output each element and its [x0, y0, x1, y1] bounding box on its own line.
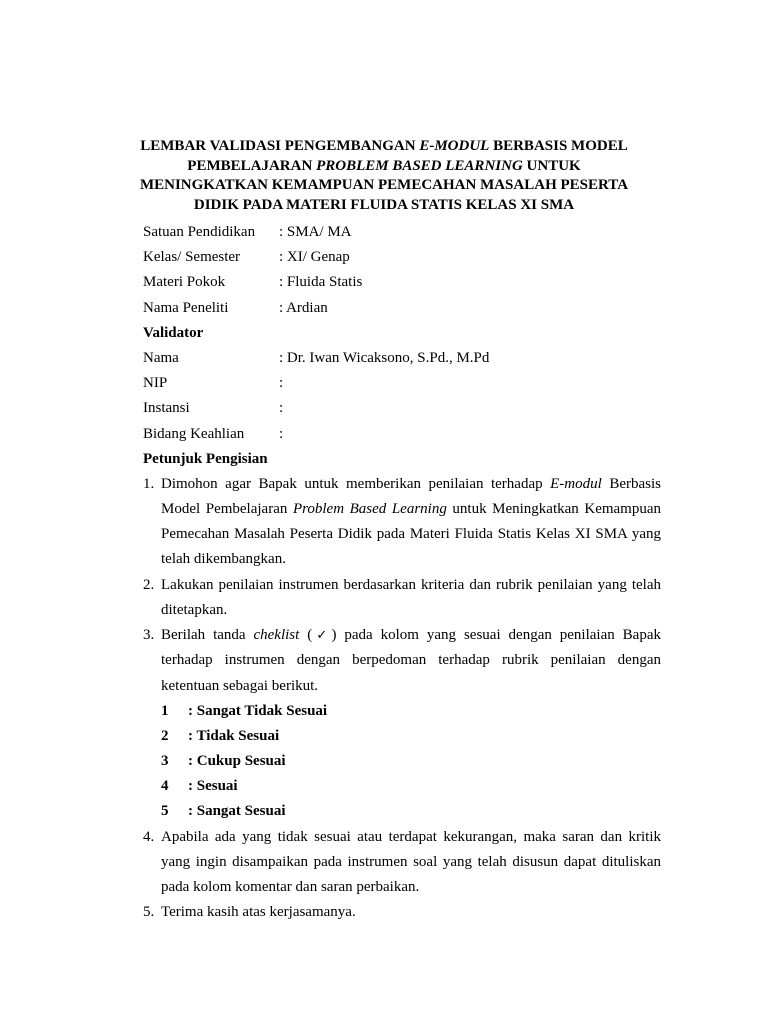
identity-row: [143, 270, 661, 295]
scale-number: 3: [161, 753, 169, 770]
identity-row: [143, 296, 661, 321]
identity-row: [143, 245, 661, 270]
field-value: : XI/ Genap: [279, 249, 350, 266]
instruction-item: 1. Dimohon agar Bapak untuk memberikan penilaian terhadap E-modul Berbasis Model Pembelajaran Problem Based Learning untuk Meningkatkan Kemampuan Pemecahan Masalah Peserta Didik pada Materi Fluida Statis Kelas XI SMA yang telah dikembangkan.: [143, 472, 661, 573]
field-value: : Fluida Statis: [279, 274, 363, 291]
item-number: 3.: [143, 627, 155, 644]
validator-heading: Validator: [143, 324, 204, 341]
item-number: 5.: [143, 904, 155, 921]
field-label: Satuan Pendidikan: [143, 224, 256, 240]
validator-row: [143, 371, 661, 396]
field-value: : Ardian: [279, 299, 328, 316]
rating-scale-item: [143, 749, 661, 774]
title-line-2: PEMBELAJARAN PROBLEM BASED LEARNING UNTUK: [187, 157, 581, 174]
checkmark-icon: ✓: [312, 628, 332, 644]
field-label: Bidang Keahlian: [143, 425, 245, 442]
instructions-heading: Petunjuk Pengisian: [143, 450, 268, 467]
field-label: Nama: [143, 349, 179, 366]
identity-row: [143, 220, 661, 245]
field-value: :: [279, 375, 284, 392]
field-label: NIP: [143, 375, 168, 392]
title-line-3: MENINGKATKAN KEMAMPUAN PEMECAHAN MASALAH PESERTA: [139, 177, 629, 193]
scale-label: : Sangat Tidak Sesuai: [188, 702, 328, 719]
scale-label: : Tidak Sesuai: [188, 727, 280, 744]
rating-scale-item: [143, 699, 661, 724]
rating-scale-item: [143, 799, 661, 824]
scale-number: 4: [161, 778, 169, 795]
instruction-item: 5. Terima kasih atas kerjasamanya.: [143, 900, 661, 925]
rating-scale-item: [143, 724, 661, 749]
field-value: :: [279, 400, 284, 417]
item-number: 2.: [143, 576, 155, 593]
field-label: Nama Peneliti: [143, 299, 229, 316]
scale-number: 2: [161, 727, 169, 744]
scale-label: : Sangat Sesuai: [188, 803, 286, 820]
validator-row: [143, 346, 661, 371]
instruction-item: 4. Apabila ada yang tidak sesuai atau terdapat kekurangan, maka saran dan kritik yang ingin disampaikan pada instrumen soal yang telah disusun dapat dituliskan pada kolom komentar dan saran perbaikan.: [143, 825, 661, 901]
field-label: Materi Pokok: [143, 274, 226, 291]
instruction-item: 3. Berilah tanda cheklist (✓) pada kolom yang sesuai dengan penilaian Bapak terhadap instrumen dengan berpedoman terhadap rubrik penilaian dengan ketentuan sebagai berikut.: [143, 623, 661, 699]
title-line-4: DIDIK PADA MATERI FLUIDA STATIS KELAS XI SMA: [193, 196, 575, 213]
item-number: 1.: [143, 475, 155, 492]
item-number: 4.: [143, 828, 155, 845]
rating-scale-item: [143, 774, 661, 799]
field-value: : Dr. Iwan Wicaksono, S.Pd., M.Pd: [279, 349, 490, 366]
validator-row: [143, 422, 661, 447]
document-title: [130, 137, 638, 215]
field-value: : SMA/ MA: [279, 224, 352, 240]
scale-number: 5: [161, 803, 169, 820]
instruction-item: 2. Lakukan penilaian instrumen berdasarkan kriteria dan rubrik penilaian yang telah ditetapkan.: [143, 573, 661, 623]
scale-number: 1: [161, 702, 169, 719]
field-value: :: [279, 425, 284, 442]
validator-row: [143, 396, 661, 421]
title-line-1: LEMBAR VALIDASI PENGEMBANGAN E-MODUL BERBASIS MODEL: [140, 138, 628, 154]
scale-label: : Cukup Sesuai: [188, 753, 286, 770]
field-label: Kelas/ Semester: [143, 249, 241, 266]
document-body: [143, 220, 661, 925]
scale-label: : Sesuai: [188, 778, 238, 795]
field-label: Instansi: [143, 400, 190, 417]
